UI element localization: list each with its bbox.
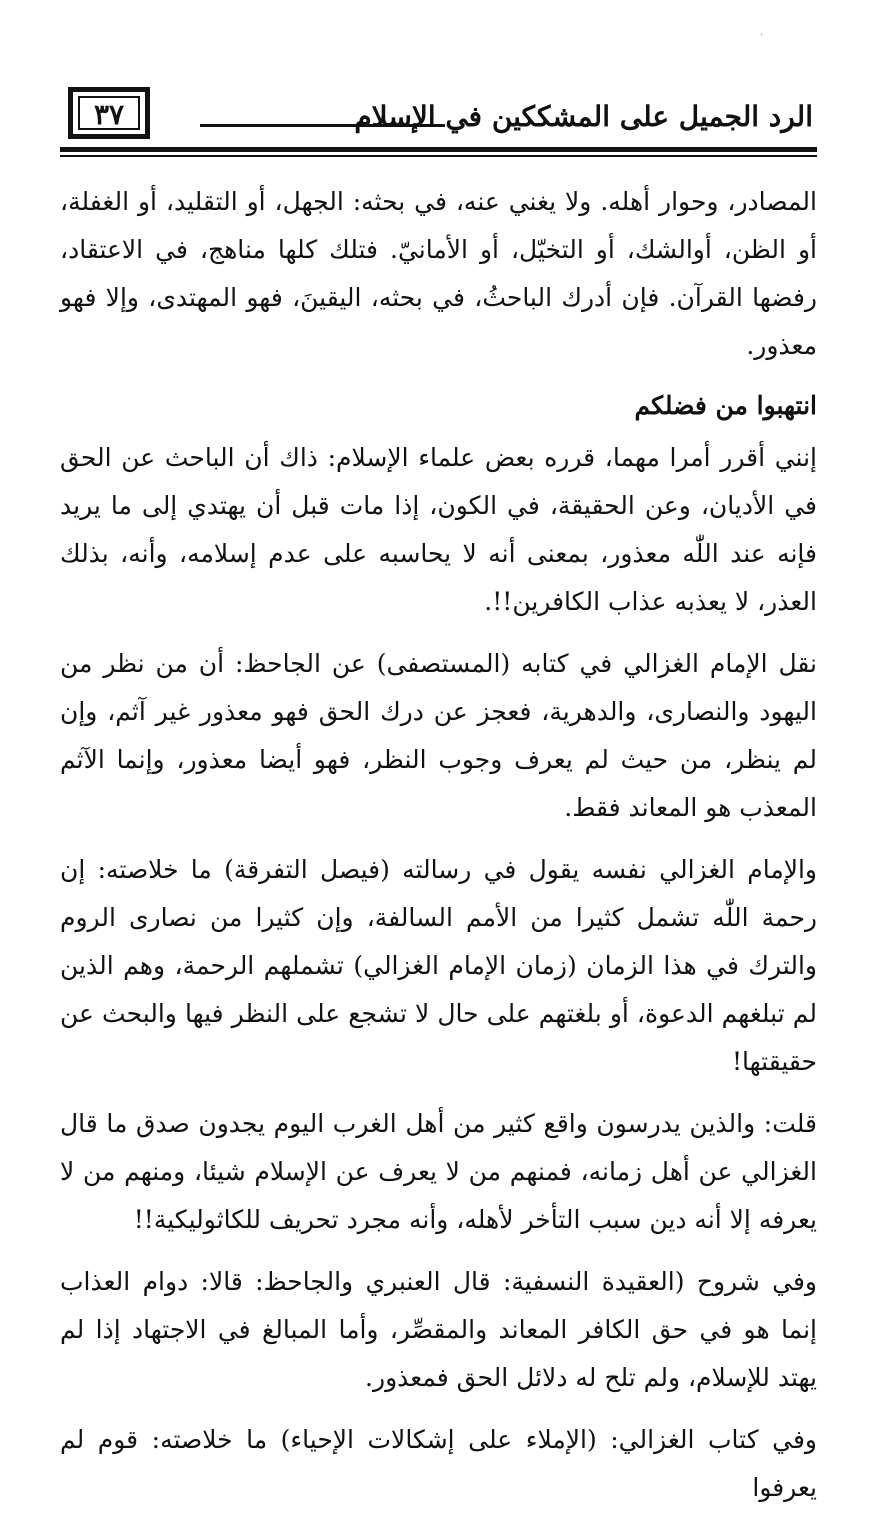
paragraph: وفي كتاب الغزالي: (الإملاء على إشكالات الإحياء) ما خلاصته: قوم لم يعرفوا (60, 1425, 817, 1502)
paragraph: إنني أقرر أمرا مهما، قرره بعض علماء الإسلام: ذاك أن الباحث عن الحق في الأديان، وعن الحقيقة، في الكون، إذا مات قبل أن يهتدي إلى ما يريد فإنه عند اللّٰه معذور، بمعنى أنه لا يحاسبه على عدم إسلامه، وأنه، بذلك العذر، لا يعذبه عذاب الكافرين!!. (60, 443, 817, 616)
paragraph: والإمام الغزالي نفسه يقول في رسالته (فيصل التفرقة) ما خلاصته: إن رحمة اللّٰه تشمل كثيرا من الأمم السالفة، وإن كثيرا من نصارى الروم والترك في هذا الزمان (زمان الإمام الغزالي) تشملهم الرحمة، وهم الذين لم تبلغهم الدعوة، أو بلغتهم على حال لا تشجع على النظر فيها والبحث عن حقيقتها! (60, 855, 817, 1076)
paragraph-intro: المصادر، وحوار أهله. ولا يغني عنه، في بحثه: الجهل، أو التقليد، أو الغفلة، أو الظن، أوالشك، أو التخيّل، أو الأمانيّ. فتلك كلها مناهج، في الاعتقاد، رفضها القرآن. فإن أدرك الباحثُ، في بحثه، اليقينَ، فهو المهتدى، وإلا فهو معذور. (60, 187, 817, 360)
body-text (60, 178, 817, 1526)
paragraph: نقل الإمام الغزالي في كتابه (المستصفى) عن الجاحظ: أن من نظر من اليهود والنصارى، والدهرية، فعجز عن درك الحق فهو معذور غير آثم، وإن لم ينظر، من حيث لم يعرف وجوب النظر، فهو أيضا معذور، وإنما الآثم المعذب هو المعاند فقط. (60, 649, 817, 822)
section-heading: انتهبوا من فضلكم (634, 391, 817, 420)
header-rule-thin (60, 155, 817, 157)
running-header-title: الرد الجميل على المشككين في الإسلام (354, 100, 813, 133)
paragraph: وفي شروح (العقيدة النسفية: قال العنبري والجاحظ: قالا: دوام العذاب إنما هو في حق الكافر المعاند والمقصِّر، وأما المبالغ في الاجتهاد إذا لم يهتد للإسلام، ولم تلح له دلائل الحق فمعذور. (60, 1267, 817, 1392)
paragraph: قلت: والذين يدرسون واقع كثير من أهل الغرب اليوم يجدون صدق ما قال الغزالي عن أهل زمانه، فمنهم من لا يعرف عن الإسلام شيئا، ومنهم من لا يعرفه إلا أنه دين سبب التأخر لأهله، وأنه مجرد تحريف للكاثوليكية!! (60, 1109, 817, 1234)
page-number: ٣٧ (93, 98, 125, 131)
header-rule-thick (60, 147, 817, 152)
page-number-box (68, 87, 150, 139)
scan-speck: · (760, 30, 764, 41)
